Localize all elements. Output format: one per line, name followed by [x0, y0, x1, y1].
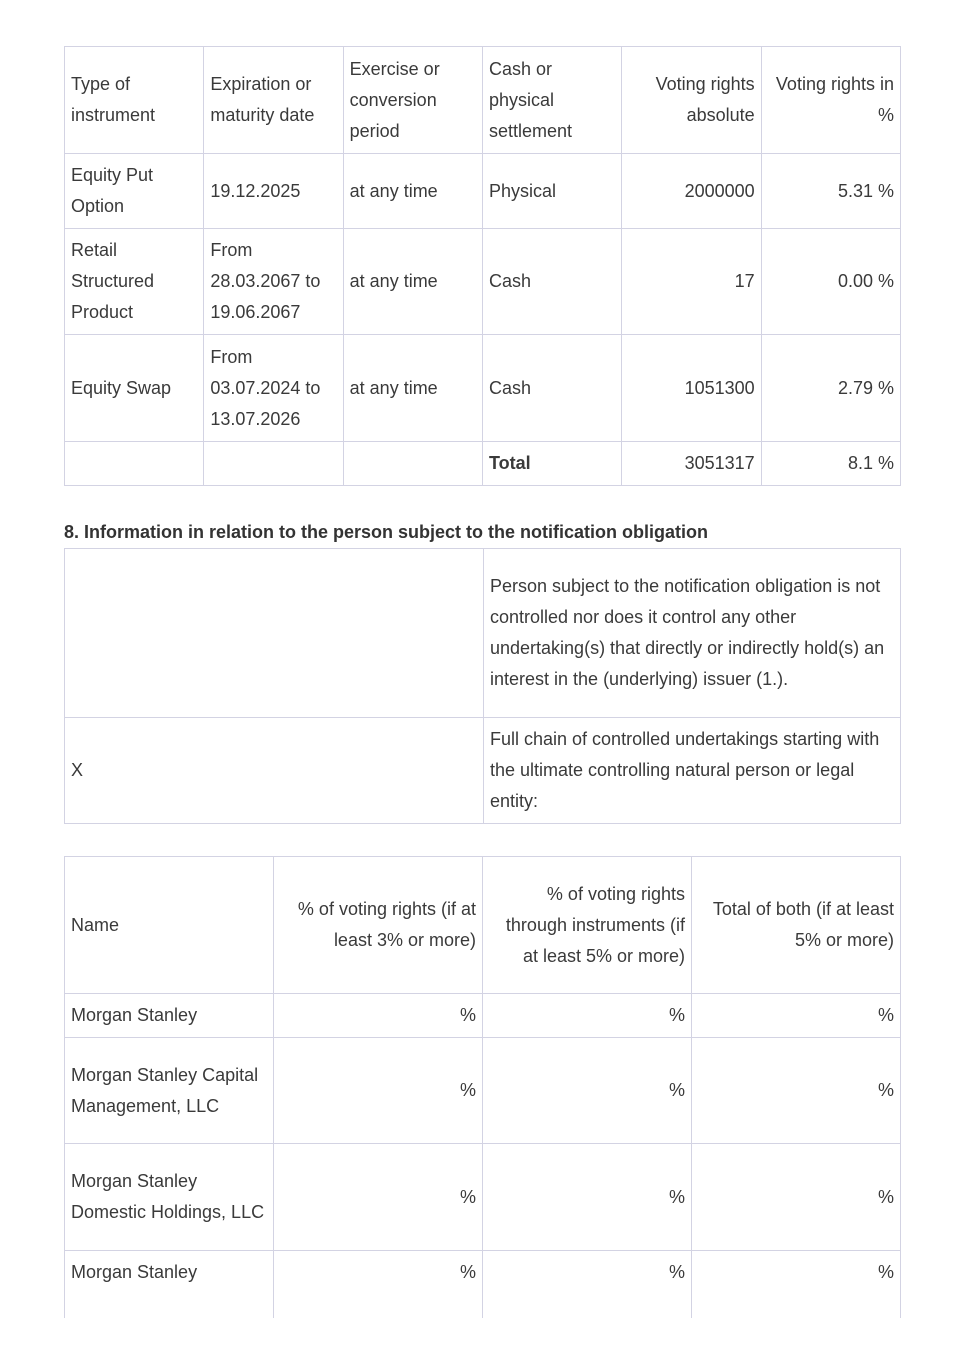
cell: Full chain of controlled undertakings starting with the ultimate controlling natural person or legal entity: — [484, 718, 901, 824]
table-row — [65, 1144, 901, 1251]
cell: Equity Swap — [65, 335, 204, 442]
cell: % — [692, 994, 901, 1038]
table-row — [65, 549, 901, 718]
header-cell: Name — [65, 857, 274, 994]
cell: at any time — [343, 154, 482, 229]
mark-cell: X — [65, 718, 484, 824]
cell: 5.31 % — [761, 154, 900, 229]
total-row — [65, 442, 901, 486]
cell: 2000000 — [622, 154, 761, 229]
total-label: Total — [482, 442, 621, 486]
cell: Equity Put Option — [65, 154, 204, 229]
cell: Morgan Stanley Capital Management, LLC — [65, 1038, 274, 1144]
cell: Morgan Stanley — [65, 1251, 274, 1319]
cell: Morgan Stanley — [65, 994, 274, 1038]
header-cell: % of voting rights through instruments (if at least 5% or more) — [483, 857, 692, 994]
table-row — [65, 1251, 901, 1319]
instruments-table — [64, 46, 901, 486]
header-cell: Cash or physical settlement — [482, 47, 621, 154]
cell: % — [483, 1144, 692, 1251]
cell: % — [274, 1144, 483, 1251]
header-cell: Type of instrument — [65, 47, 204, 154]
table-row — [65, 718, 901, 824]
cell: From 03.07.2024 to 13.07.2026 — [204, 335, 343, 442]
cell: % — [692, 1144, 901, 1251]
table-header-row — [65, 857, 901, 994]
cell: % — [483, 1251, 692, 1319]
empty-cell — [343, 442, 482, 486]
cell: % — [692, 1038, 901, 1144]
cell: 0.00 % — [761, 229, 900, 335]
cell: % — [483, 994, 692, 1038]
chain-table — [64, 856, 901, 1318]
header-cell: Expiration or maturity date — [204, 47, 343, 154]
table-row — [65, 994, 901, 1038]
cell: Morgan Stanley Domestic Holdings, LLC — [65, 1144, 274, 1251]
total-percent: 8.1 % — [761, 442, 900, 486]
chain-table-container — [64, 856, 902, 1318]
cell: 19.12.2025 — [204, 154, 343, 229]
cell: Physical — [482, 154, 621, 229]
header-cell: Exercise or conversion period — [343, 47, 482, 154]
mark-cell — [65, 549, 484, 718]
cell: Person subject to the notification obligation is not controlled nor does it control any other undertaking(s) that directly or indirectly hold(s) an interest in the (underlying) issuer (1.). — [484, 549, 901, 718]
cell: at any time — [343, 335, 482, 442]
cell: Cash — [482, 229, 621, 335]
table-row — [65, 154, 901, 229]
table-row — [65, 335, 901, 442]
header-cell: Total of both (if at least 5% or more) — [692, 857, 901, 994]
cell: 17 — [622, 229, 761, 335]
cell: % — [483, 1038, 692, 1144]
empty-cell — [65, 442, 204, 486]
header-cell: Voting rights in % — [761, 47, 900, 154]
header-cell: Voting rights absolute — [622, 47, 761, 154]
table-row — [65, 1038, 901, 1144]
cell: at any time — [343, 229, 482, 335]
total-absolute: 3051317 — [622, 442, 761, 486]
header-cell: % of voting rights (if at least 3% or more) — [274, 857, 483, 994]
section-heading: 8. Information in relation to the person subject to the notification obligation — [64, 522, 709, 542]
cell: % — [274, 1251, 483, 1319]
control-table — [64, 548, 901, 824]
table-header-row — [65, 47, 901, 154]
cell: % — [274, 1038, 483, 1144]
cell: Cash — [482, 335, 621, 442]
empty-cell — [204, 442, 343, 486]
cell: Retail Structured Product — [65, 229, 204, 335]
cell: 2.79 % — [761, 335, 900, 442]
cell: % — [692, 1251, 901, 1319]
cell: % — [274, 994, 483, 1038]
cell: 1051300 — [622, 335, 761, 442]
table-row — [65, 229, 901, 335]
cell: From 28.03.2067 to 19.06.2067 — [204, 229, 343, 335]
